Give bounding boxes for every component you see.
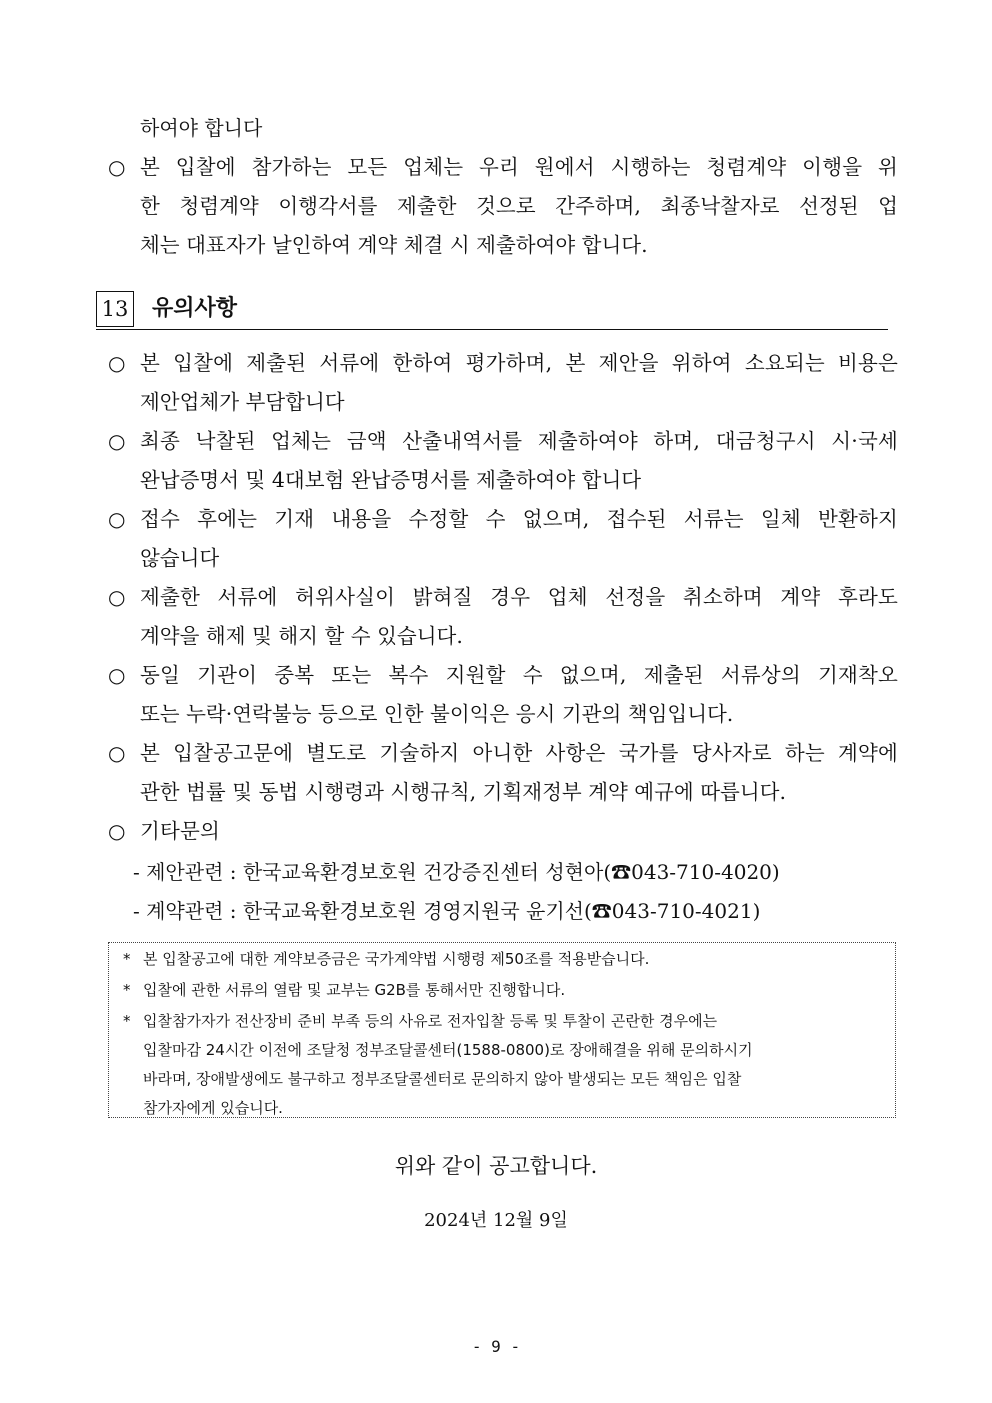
list-item: ○ 제출한 서류에 허위사실이 밝혀질 경우 업체 선정을 취소하며 계약 후라도 계약을 해제 및 해지 할 수 있습니다. — [108, 585, 898, 648]
contact-proposal: - 제안관련 : 한국교육환경보호원 건강증진센터 성현아(☎043-710-4020) — [133, 860, 780, 884]
announcement-date: 2024년 12월 9일 — [424, 1210, 568, 1231]
list-item: ○ 본 입찰에 참가하는 모든 업체는 우리 원에서 시행하는 청렴계약 이행을 위 한 청렴계약 이행각서를 제출한 것으로 간주하며, 최종낙찰자로 선정된 업 체는 대표자가 날인하여 계약 체결 시 제출하여야 합니다. — [108, 155, 898, 257]
note-2: * 입찰에 관한 서류의 열람 및 교부는 G2B를 통해서만 진행합니다. — [123, 981, 566, 999]
contact-contract: - 계약관련 : 한국교육환경보호원 경영지원국 윤기선(☎043-710-4021) — [133, 899, 761, 923]
list-item: ○ 접수 후에는 기재 내용을 수정할 수 없으며, 접수된 서류는 일체 반환하지 않습니다 — [108, 507, 898, 570]
list-item: ○ 기타문의 — [108, 819, 221, 843]
circle-bullet-icon: ○ — [108, 429, 126, 453]
notice-box — [108, 942, 896, 1118]
list-item: ○ 본 입찰에 제출된 서류에 한하여 평가하며, 본 제안을 위하여 소요되는 비용은 제안업체가 부담합니다 — [108, 351, 898, 414]
section-title: 유의사항 — [152, 296, 238, 321]
list-item: ○ 본 입찰공고문에 별도로 기술하지 아니한 사항은 국가를 당사자로 하는 계약에 관한 법률 및 동법 시행령과 시행규칙, 기획재정부 계약 예규에 따릅니다. — [108, 741, 898, 804]
note-1: * 본 입찰공고에 대한 계약보증금은 국가계약법 시행령 제50조를 적용받습니다. — [123, 950, 650, 968]
list-item: ○ 동일 기관이 중복 또는 복수 지원할 수 없으며, 제출된 서류상의 기재착오 또는 누락·연락불능 등으로 인한 불이익은 응시 기관의 책임입니다. — [108, 663, 898, 726]
carry-over-line: 하여야 합니다 — [140, 116, 263, 140]
closing-statement: 위와 같이 공고합니다. — [394, 1154, 598, 1178]
circle-bullet-icon: ○ — [108, 351, 126, 375]
note-3: * 입찰참가자가 전산장비 준비 부족 등의 사유로 전자입찰 등록 및 투찰이 곤란한 경우에는 입찰마감 24시간 이전에 조달청 정부조달콜센터(1588-0800)로 장애해결을 위해 문의하시기 바라며, 장애발생에도 불구하고 정부조달콜센터로 문의하지 않아 발생되는 모든 책임은 입찰 참가자에게 있습니다. — [123, 1012, 753, 1117]
circle-bullet-icon: ○ — [108, 507, 126, 531]
section-heading — [96, 291, 888, 330]
list-item: ○ 최종 낙찰된 업체는 금액 산출내역서를 제출하여야 하며, 대금청구시 시·국세 완납증명서 및 4대보험 완납증명서를 제출하여야 합니다 — [108, 429, 898, 492]
circle-bullet-icon: ○ — [108, 663, 126, 687]
page-number: - 9 - — [471, 1337, 521, 1356]
circle-bullet-icon: ○ — [108, 585, 126, 609]
circle-bullet-icon: ○ — [108, 155, 126, 179]
circle-bullet-icon: ○ — [108, 819, 126, 843]
section-number: 13 — [96, 291, 134, 327]
circle-bullet-icon: ○ — [108, 741, 126, 765]
